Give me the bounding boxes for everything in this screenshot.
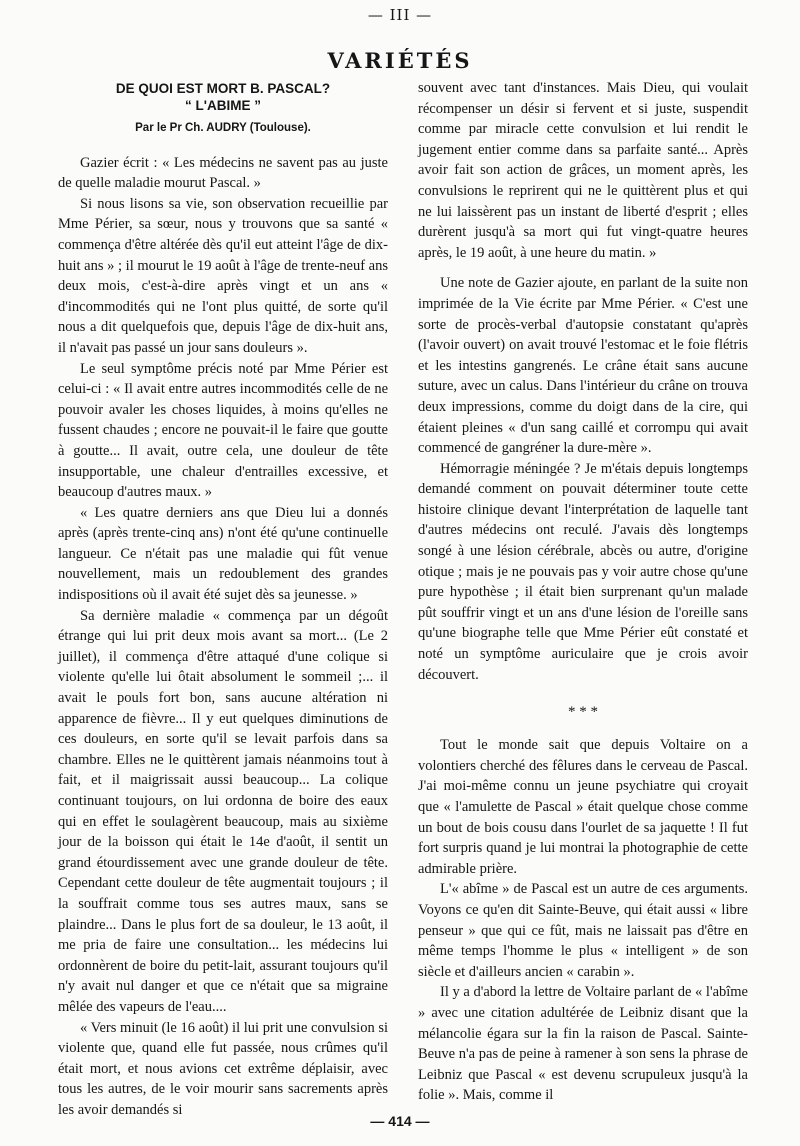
paragraph: souvent avec tant d'instances. Mais Dieu, qui voulait récompenser un désir si fervent et si juste, suspendit comme par miracle cette convulsion et lui rendit le jugement entier comme dans sa parfaite santé... Après avoir fait son action de grâces, un moment après, les convulsions le reprirent qui ne le quittèrent plus et qui ne lui laissèrent pas un instant de liberté d'esprit ; elles durèrent jusqu'à sa mort qui fut vingt-quatre heures après, le 19 août, à une heure du matin. »: [418, 80, 748, 261]
paragraph: L'« abîme » de Pascal est un autre de ces arguments. Voyons ce qu'en dit Sainte-Beuve, qui était aussi « libre penseur » que qui ce fût, mais ne laissait pas d'être en même temps l'homme le plus « intelligent » de son siècle et d'ailleurs ancien « carabin ».: [418, 881, 748, 980]
page-number: — 414 —: [370, 1113, 430, 1129]
paragraph: Si nous lisons sa vie, son observation recueillie par Mme Périer, sa sœur, nous y trouvons que sa santé « commença d'être altérée dès qu'il eut atteint l'âge de dix-huit ans » ; il mourut le 19 août à l'âge de trente-neuf ans deux mois, c'est-à-dire après vingt et un ans « d'incommodités qui ne l'ont plus quitté, de sorte qu'il nous a dit quelquefois que, depuis l'âge de dix-huit ans, il n'avait pas passé un jour sans douleurs ».: [58, 195, 388, 356]
paragraph: Une note de Gazier ajoute, en parlant de la suite non imprimée de la Vie écrite par Mme Périer. « C'est une sorte de procès-verbal d'autopsie constatant qu'après (l'avoir ouvert) on avait trouvé l'estomac et le foie flétris et les intestins gangrenés. Le crâne était sans aucune suture, avec un calus. Dans l'intérieur du crâne on trouva deux impressions, comme du doigt dans de la cire, qui étaient pleines « d'un sang caillé et corrompu qui avait commencé de gangréner la dure-mère ».: [418, 275, 748, 457]
paragraph: « Les quatre derniers ans que Dieu lui a donnés après (après trente-cinq ans) n'ont été qu'une continuelle langueur. Ce n'était pas une maladie qui fût venue nouvellement, mais un redoublement des grandes indispositions où il avait été sujet dès sa jeunesse. »: [58, 504, 388, 604]
left-column: [58, 80, 388, 1121]
right-column: [418, 78, 748, 1106]
paragraph: Il y a d'abord la lettre de Voltaire parlant de « l'abîme » avec une citation adultérée de Leibniz disant que la mélancolie égara sur la fin la raison de Pascal. Sainte-Beuve n'a pas de peine à ramener à son sens la phrase de Leibniz que Pascal « est devenu scrupuleux jusqu'à la folie ». Mais, comme il: [418, 984, 748, 1104]
article-title-line: “ L'ABIME ”: [185, 98, 261, 113]
paragraph: Hémorragie méningée ? Je m'étais depuis longtemps demandé comment on pouvait déterminer toute cette histoire clinique devant l'interprétation de laquelle tant d'autres médecins ont reculé. J'avais dès longtemps songé à une lésion cérébrale, abcès ou autre, d'origine otique ; mais je ne pouvais pas y voir autre chose qu'une pure hypothèse ; il était bien surprenant qu'un malade pût souffrir vingt et un ans d'une lésion de l'oreille sans qu'une biographe telle que Mme Périer eût constaté et noté un symptôme auriculaire que je crois avoir découvert.: [418, 460, 748, 683]
article-title-line: DE QUOI EST MORT B. PASCAL?: [115, 81, 331, 96]
section-title: VARIÉTÉS: [327, 48, 473, 73]
paragraph: Gazier écrit : « Les médecins ne savent pas au juste de quelle maladie mourut Pascal. »: [58, 154, 388, 192]
paragraph: Le seul symptôme précis noté par Mme Périer est celui-ci : « Il avait entre autres incommodités celle de ne pouvoir avaler les choses liquides, à moins qu'elles ne fussent chaudes ; encore ne pouvait-il le faire que goutte à goutte... Il avait, outre cela, une douleur de tête insupportable, une chaleur d'entrailles excessive, et beaucoup d'autres maux. »: [58, 360, 388, 501]
paragraph: Tout le monde sait que depuis Voltaire on a volontiers cherché des fêlures dans le cerveau de Pascal. J'ai moi-même connu un jeune psychiatre qui croyait que « l'amulette de Pascal » était quelque chose comme un bout de bois cousu dans l'ourlet de sa jaquette ! Il fut fort surpris quand je lui montrai la photographie de cette admirable prière.: [418, 737, 748, 877]
section-separator: * * *: [568, 704, 598, 721]
paragraph: « Vers minuit (le 16 août) il lui prit une convulsion si violente que, quand elle fut passée, nous crûmes qu'il était mort, et nous avions cet extrême déplaisir, avec tous les autres, de le voir mourir sans sacrements après les avoir demandés si: [58, 1019, 388, 1118]
article-byline: Par le Pr Ch. AUDRY (Toulouse).: [135, 122, 311, 134]
running-page-number: — III —: [367, 6, 433, 24]
paragraph: Sa dernière maladie « commença par un dégoût étrange qui lui prit deux mois avant sa mort... (Le 2 juillet), il commença d'être attaqué d'une colique si violente qu'elle lui ôtait absolument le sommeil ;... il avait le pouls fort bon, sans aucune altération ni apparence de fièvre... Il y eut quelques diminutions de ces douleurs, en sorte qu'il se levait parfois dans sa chambre. Elles ne le quittèrent jamais néanmoins tout à fait, et il maigrissait aussi beaucoup... La colique continuant toujours, on lui ordonna de boire des eaux qui en effet le soulagèrent beaucoup, mais au sixième jour de la boisson qui était le 14e d'août, il sentit un grand étourdissement avec une grande douleur de tête. Cependant cette douleur de tête augmentait toujours ; il la souffrait comme tous ses autres maux, sans se plaindre... Dans le plus fort de sa douleur, le 13 août, il me pria de faire une consultation... les médecins lui ordonnèrent de boire du petit-lait, assurant toujours qu'il n'y avait nul danger et que ce n'était que sa migraine mêlée des vapeurs de l'eau....: [58, 607, 388, 1015]
article-title: [58, 80, 388, 114]
